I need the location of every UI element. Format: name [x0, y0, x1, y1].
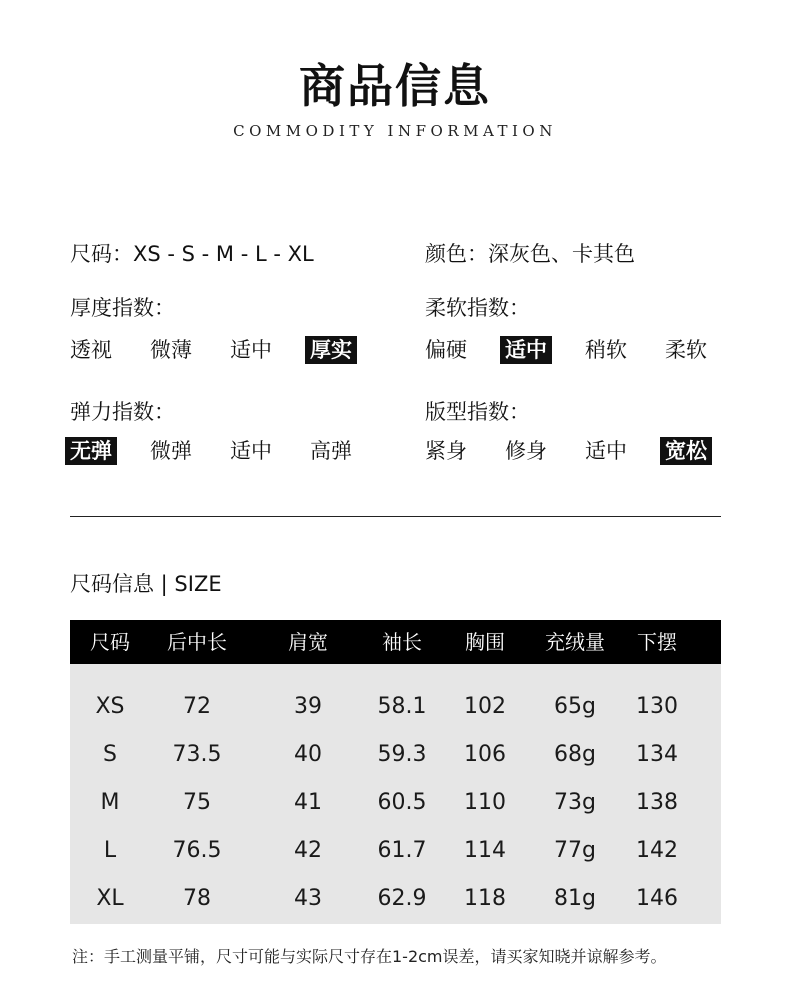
- table-row: [70, 875, 721, 923]
- table-cell: 114: [464, 838, 506, 863]
- softness-label: 柔软指数：: [425, 296, 530, 320]
- thickness-label: 厚度指数：: [70, 296, 175, 320]
- elasticity-label: 弹力指数：: [70, 400, 175, 424]
- table-cell: 41: [294, 790, 322, 815]
- elasticity-option: 适中: [230, 439, 272, 463]
- thickness-option: 微薄: [150, 338, 192, 362]
- table-cell: 58.1: [377, 694, 427, 719]
- table-cell: L: [103, 838, 117, 863]
- softness-option: 适中: [505, 336, 585, 364]
- fit-option: 适中: [585, 439, 627, 463]
- softness-option: 柔软: [665, 338, 707, 362]
- table-cell: 81g: [554, 886, 596, 911]
- elasticity-option: 微弹: [150, 439, 192, 463]
- table-cell: 62.9: [377, 886, 427, 911]
- table-row: [70, 827, 721, 875]
- table-cell: 110: [464, 790, 506, 815]
- table-cell: XL: [96, 886, 124, 911]
- table-cell: 60.5: [377, 790, 427, 815]
- table-row: [70, 683, 721, 731]
- table-cell: 138: [636, 790, 678, 815]
- softness-option: 稍软: [585, 338, 627, 362]
- size-table-header: [70, 620, 721, 664]
- page-subtitle: COMMODITY INFORMATION: [233, 122, 557, 140]
- color-options-text: 颜色：深灰色、卡其色: [425, 242, 635, 266]
- column-header: 肩宽: [288, 630, 328, 654]
- column-header: 胸围: [465, 630, 505, 654]
- size-table-title: 尺码信息 | SIZE: [70, 572, 222, 596]
- table-cell: M: [100, 790, 120, 815]
- table-row: [70, 779, 721, 827]
- table-row: [70, 731, 721, 779]
- table-cell: 78: [183, 886, 211, 911]
- thickness-scale: [70, 336, 390, 364]
- table-cell: 39: [294, 694, 322, 719]
- table-cell: 73g: [554, 790, 596, 815]
- column-header: 下摆: [637, 630, 677, 654]
- fit-scale: [425, 437, 745, 465]
- table-cell: 130: [636, 694, 678, 719]
- table-cell: 77g: [554, 838, 596, 863]
- table-cell: 65g: [554, 694, 596, 719]
- page-title: 商品信息: [299, 59, 491, 113]
- table-cell: 118: [464, 886, 506, 911]
- column-header: 后中长: [167, 630, 227, 654]
- thickness-option: 透视: [70, 338, 112, 362]
- table-cell: 73.5: [172, 742, 222, 767]
- thickness-option: 适中: [230, 338, 272, 362]
- table-cell: 72: [183, 694, 211, 719]
- table-cell: S: [103, 742, 117, 767]
- column-header: 尺码: [90, 630, 130, 654]
- table-cell: 106: [464, 742, 506, 767]
- table-cell: XS: [95, 694, 125, 719]
- elasticity-option: 高弹: [310, 439, 352, 463]
- table-cell: 42: [294, 838, 322, 863]
- table-cell: 68g: [554, 742, 596, 767]
- fit-label: 版型指数：: [425, 400, 530, 424]
- fit-option: 紧身: [425, 439, 467, 463]
- elasticity-scale: [70, 437, 390, 465]
- size-table-body: [70, 664, 721, 924]
- table-cell: 134: [636, 742, 678, 767]
- section-divider: [70, 516, 721, 517]
- measurement-note: 注：手工测量平铺，尺寸可能与实际尺寸存在1-2cm误差，请买家知晓并谅解参考。: [72, 947, 667, 966]
- table-cell: 102: [464, 694, 506, 719]
- size-options-text: 尺码：XS - S - M - L - XL: [70, 242, 314, 266]
- fit-option: 宽松: [665, 437, 745, 465]
- thickness-option: 厚实: [310, 336, 390, 364]
- table-cell: 76.5: [172, 838, 222, 863]
- table-cell: 75: [183, 790, 211, 815]
- table-cell: 146: [636, 886, 678, 911]
- table-cell: 43: [294, 886, 322, 911]
- column-header: 袖长: [382, 630, 422, 654]
- table-cell: 142: [636, 838, 678, 863]
- elasticity-option: 无弹: [70, 437, 150, 465]
- softness-option: 偏硬: [425, 338, 467, 362]
- table-cell: 40: [294, 742, 322, 767]
- softness-scale: [425, 336, 745, 364]
- table-cell: 59.3: [377, 742, 427, 767]
- fit-option: 修身: [505, 439, 547, 463]
- column-header: 充绒量: [545, 630, 605, 654]
- table-cell: 61.7: [377, 838, 427, 863]
